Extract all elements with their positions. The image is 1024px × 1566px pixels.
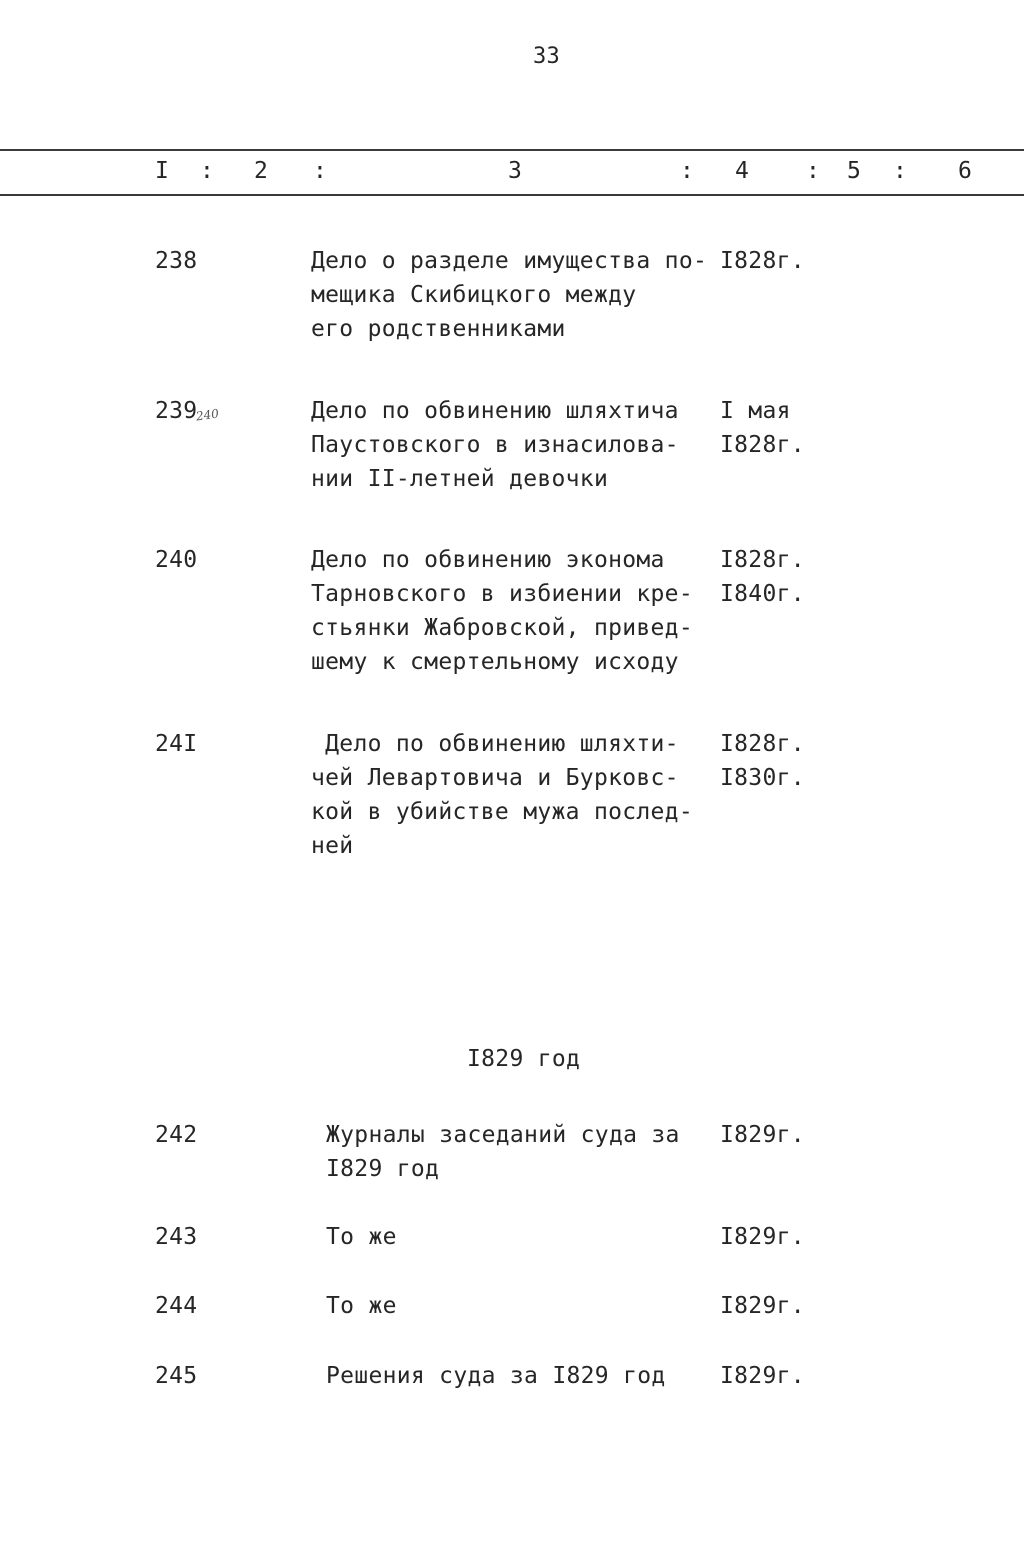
entry-title-line: Тарновского в избиении кре- bbox=[311, 581, 693, 607]
entry-date: I829г. bbox=[720, 1224, 805, 1250]
column-header-5: 5 bbox=[847, 158, 861, 184]
entry-title-line: Дело по обвинению шляхти- bbox=[311, 731, 679, 757]
entry-title-line: его родственниками bbox=[311, 316, 566, 342]
column-header-6: 6 bbox=[958, 158, 972, 184]
entry-date: I828г. bbox=[720, 248, 805, 274]
column-header-3: 3 bbox=[508, 158, 522, 184]
column-separator: : bbox=[200, 158, 214, 184]
entry-title-line: чей Левартовича и Бурковс- bbox=[311, 765, 679, 791]
entry-title-line: стьянки Жабровской, привед- bbox=[311, 615, 693, 641]
entry-date: I829г. bbox=[720, 1363, 805, 1389]
column-header-4: 4 bbox=[735, 158, 749, 184]
entry-title-line: ней bbox=[311, 833, 354, 859]
header-bottom-rule bbox=[0, 194, 1024, 196]
entry-title-line: I829 год bbox=[326, 1156, 440, 1182]
entry-number: 244 bbox=[155, 1293, 198, 1319]
entry-title-line: нии II-летней девочки bbox=[311, 466, 609, 492]
column-separator: : bbox=[313, 158, 327, 184]
entry-date: I840г. bbox=[720, 581, 805, 607]
entry-date: I829г. bbox=[720, 1122, 805, 1148]
entry-date: I828г. bbox=[720, 731, 805, 757]
entry-date: I830г. bbox=[720, 765, 805, 791]
entry-number: 240 bbox=[155, 547, 198, 573]
entry-title-line: кой в убийстве мужа послед- bbox=[311, 799, 693, 825]
entry-title-line: Дело о разделе имущества по- bbox=[311, 248, 708, 274]
entry-number: 243 bbox=[155, 1224, 198, 1250]
column-separator: : bbox=[893, 158, 907, 184]
entry-title-line: шему к смертельному исходу bbox=[311, 649, 679, 675]
entry-title-line: Дело по обвинению шляхтича bbox=[311, 398, 679, 424]
entry-title-line: Журналы заседаний суда за bbox=[326, 1122, 680, 1148]
entry-date: I мая bbox=[720, 398, 791, 424]
page-number: 33 bbox=[533, 44, 561, 69]
column-separator: : bbox=[806, 158, 820, 184]
entry-title-line: Решения суда за I829 год bbox=[326, 1363, 666, 1389]
entry-title-line: То же bbox=[326, 1293, 397, 1319]
entry-title-line: То же bbox=[326, 1224, 397, 1250]
entry-title-line: Паустовского в изнасилова- bbox=[311, 432, 679, 458]
handwritten-annotation: 240 bbox=[195, 406, 220, 424]
entry-title-line: мещика Скибицкого между bbox=[311, 282, 637, 308]
entry-number: 242 bbox=[155, 1122, 198, 1148]
entry-date: I828г. bbox=[720, 432, 805, 458]
entry-title-line: Дело по обвинению эконома bbox=[311, 547, 665, 573]
year-section-heading: I829 год bbox=[467, 1046, 581, 1072]
entry-number: 245 bbox=[155, 1363, 198, 1389]
entry-date: I828г. bbox=[720, 547, 805, 573]
entry-number: 24I bbox=[155, 731, 198, 757]
entry-number: 239 bbox=[155, 398, 198, 424]
column-header-1: I bbox=[155, 158, 169, 184]
column-separator: : bbox=[680, 158, 694, 184]
header-top-rule bbox=[0, 149, 1024, 151]
column-header-2: 2 bbox=[254, 158, 268, 184]
entry-date: I829г. bbox=[720, 1293, 805, 1319]
entry-number: 238 bbox=[155, 248, 198, 274]
